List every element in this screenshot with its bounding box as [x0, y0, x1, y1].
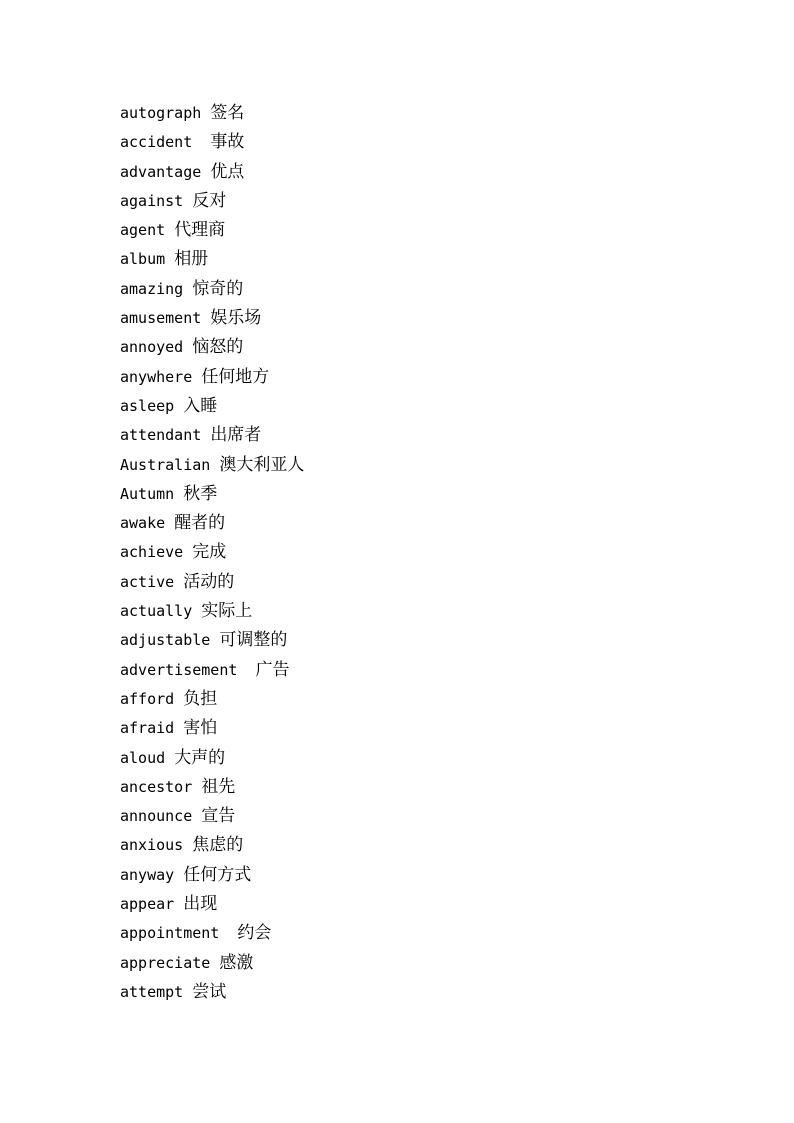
- english-word: ancestor: [120, 777, 193, 796]
- english-word: Autumn: [120, 484, 175, 503]
- vocab-entry: [120, 158, 304, 187]
- vocab-entry: [120, 187, 304, 216]
- chinese-meaning: 娱乐场: [210, 308, 262, 329]
- chinese-meaning: 宣告: [201, 806, 236, 827]
- english-word: attendant: [120, 426, 202, 445]
- english-word: announce: [120, 807, 193, 826]
- chinese-meaning: 约会: [237, 923, 272, 944]
- chinese-meaning: 完成: [192, 542, 227, 563]
- vocab-entry: [120, 831, 304, 860]
- chinese-meaning: 实际上: [201, 601, 253, 622]
- separator-space: [165, 749, 174, 767]
- english-word: appear: [120, 895, 175, 914]
- english-word: agent: [120, 221, 166, 240]
- english-word: afraid: [120, 719, 175, 738]
- separator-space: [210, 456, 219, 474]
- separator-space: [174, 573, 183, 591]
- vocab-entry: [120, 245, 304, 274]
- vocab-entry: [120, 451, 304, 480]
- separator-space: [237, 661, 255, 679]
- chinese-meaning: 事故: [210, 132, 245, 153]
- english-word: against: [120, 191, 184, 210]
- vocab-entry: [120, 861, 304, 890]
- separator-space: [201, 426, 210, 444]
- vocabulary-list: [120, 99, 304, 1007]
- separator-space: [201, 104, 210, 122]
- vocab-entry: [120, 509, 304, 538]
- chinese-meaning: 惊奇的: [192, 278, 244, 299]
- chinese-meaning: 负担: [183, 688, 218, 709]
- english-word: advantage: [120, 162, 202, 181]
- vocab-entry: [120, 304, 304, 333]
- chinese-meaning: 入睡: [183, 395, 218, 416]
- english-word: adjustable: [120, 631, 211, 650]
- vocab-entry: [120, 773, 304, 802]
- separator-space: [165, 221, 174, 239]
- english-word: Australian: [120, 455, 211, 474]
- chinese-meaning: 出席者: [210, 425, 262, 446]
- chinese-meaning: 出现: [183, 894, 218, 915]
- english-word: amusement: [120, 309, 202, 328]
- separator-space: [174, 690, 183, 708]
- vocab-entry: [120, 949, 304, 978]
- vocab-entry: [120, 656, 304, 685]
- english-word: achieve: [120, 543, 184, 562]
- chinese-meaning: 感激: [219, 952, 254, 973]
- chinese-meaning: 反对: [192, 190, 227, 211]
- english-word: appreciate: [120, 953, 211, 972]
- separator-space: [183, 192, 192, 210]
- separator-space: [201, 163, 210, 181]
- separator-space: [201, 309, 210, 327]
- separator-space: [183, 338, 192, 356]
- separator-space: [174, 719, 183, 737]
- chinese-meaning: 祖先: [201, 776, 236, 797]
- vocab-entry: [120, 802, 304, 831]
- vocab-entry: [120, 421, 304, 450]
- chinese-meaning: 尝试: [192, 981, 227, 1002]
- vocab-entry: [120, 626, 304, 655]
- chinese-meaning: 签名: [210, 103, 245, 123]
- english-word: anxious: [120, 836, 184, 855]
- vocab-entry: [120, 538, 304, 567]
- english-word: aloud: [120, 748, 166, 767]
- separator-space: [210, 631, 219, 649]
- separator-space: [174, 895, 183, 913]
- separator-space: [192, 602, 201, 620]
- english-word: annoyed: [120, 338, 184, 357]
- vocab-entry: [120, 744, 304, 773]
- chinese-meaning: 大声的: [174, 747, 226, 768]
- separator-space: [210, 954, 219, 972]
- english-word: anyway: [120, 865, 175, 884]
- chinese-meaning: 可调整的: [219, 630, 288, 651]
- chinese-meaning: 广告: [255, 659, 290, 680]
- english-word: autograph: [120, 104, 202, 122]
- english-word: asleep: [120, 396, 175, 415]
- chinese-meaning: 害怕: [183, 718, 218, 739]
- chinese-meaning: 澳大利亚人: [219, 454, 305, 475]
- separator-space: [165, 514, 174, 532]
- vocab-entry: [120, 919, 304, 948]
- english-word: anywhere: [120, 367, 193, 386]
- vocab-entry: [120, 568, 304, 597]
- vocab-entry: [120, 978, 304, 1007]
- chinese-meaning: 任何方式: [183, 864, 252, 885]
- chinese-meaning: 焦虑的: [192, 835, 244, 856]
- vocab-entry: [120, 392, 304, 421]
- chinese-meaning: 优点: [210, 161, 245, 182]
- separator-space: [183, 280, 192, 298]
- separator-space: [174, 485, 183, 503]
- english-word: active: [120, 572, 175, 591]
- chinese-meaning: 任何地方: [201, 366, 270, 387]
- vocab-entry: [120, 890, 304, 919]
- separator-space: [174, 397, 183, 415]
- separator-space: [192, 133, 210, 151]
- separator-space: [165, 250, 174, 268]
- chinese-meaning: 恼怒的: [192, 337, 244, 358]
- english-word: afford: [120, 689, 175, 708]
- separator-space: [192, 778, 201, 796]
- chinese-meaning: 代理商: [174, 220, 226, 241]
- english-word: awake: [120, 514, 166, 533]
- english-word: album: [120, 250, 166, 269]
- english-word: advertisement: [120, 660, 238, 679]
- chinese-meaning: 秋季: [183, 483, 218, 504]
- vocab-entry: [120, 128, 304, 157]
- separator-space: [183, 836, 192, 854]
- vocab-entry: [120, 363, 304, 392]
- separator-space: [174, 866, 183, 884]
- english-word: actually: [120, 602, 193, 621]
- vocab-entry: [120, 333, 304, 362]
- vocab-entry: [120, 714, 304, 743]
- chinese-meaning: 相册: [174, 249, 209, 270]
- separator-space: [183, 543, 192, 561]
- separator-space: [219, 924, 237, 942]
- vocab-entry: [120, 275, 304, 304]
- chinese-meaning: 活动的: [183, 571, 235, 592]
- english-word: accident: [120, 133, 193, 152]
- separator-space: [192, 807, 201, 825]
- separator-space: [183, 983, 192, 1001]
- vocab-entry: [120, 99, 304, 128]
- vocab-entry: [120, 480, 304, 509]
- vocab-entry: [120, 216, 304, 245]
- chinese-meaning: 醒者的: [174, 513, 226, 534]
- english-word: appointment: [120, 924, 220, 943]
- vocab-entry: [120, 685, 304, 714]
- english-word: amazing: [120, 279, 184, 298]
- separator-space: [192, 368, 201, 386]
- vocab-entry: [120, 597, 304, 626]
- english-word: attempt: [120, 982, 184, 1001]
